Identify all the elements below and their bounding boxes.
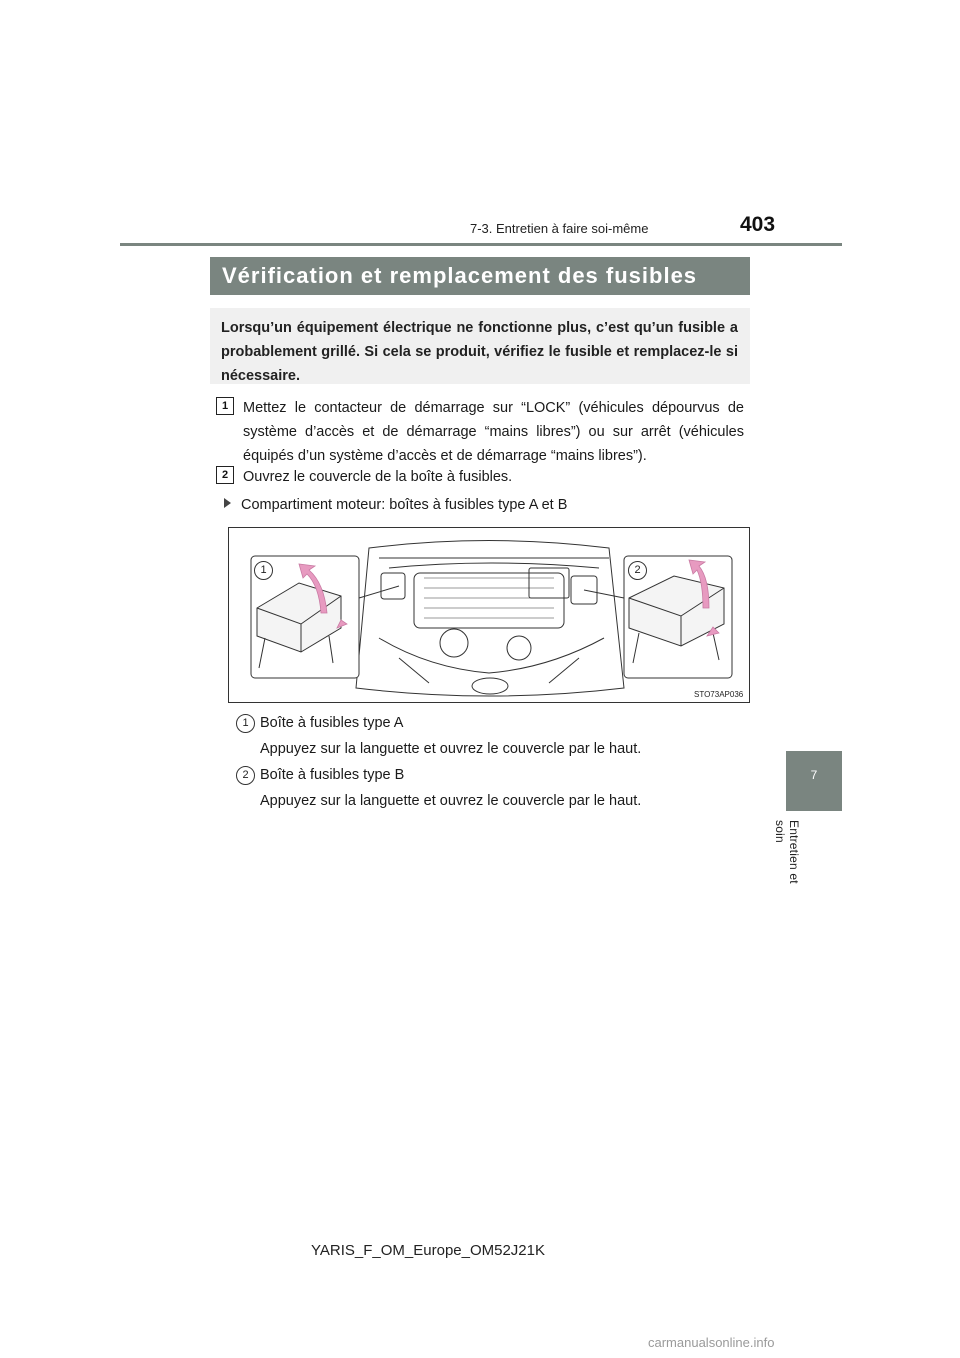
- page-title: Vérification et remplacement des fusibles: [210, 257, 750, 295]
- chapter-number: 7: [810, 768, 818, 782]
- step-number-2: 2: [216, 466, 234, 484]
- legend-title-2: Boîte à fusibles type B: [260, 767, 405, 783]
- legend-desc-2: Appuyez sur la languette et ouvrez le couvercle par le haut.: [260, 793, 642, 809]
- engine-compartment-illustration: [229, 528, 750, 703]
- engine-fuse-box-figure: [228, 527, 750, 703]
- figure-callout-2: 2: [628, 561, 647, 580]
- intro-box: Lorsqu’un équipement électrique ne fonctionne plus, c’est qu’un fusible a probablement grillé. Si cela se produit, vérifiez le fusible et remplacez-le si nécessaire.: [210, 308, 750, 384]
- page-number: 403: [740, 213, 776, 236]
- watermark-link[interactable]: carmanualsonline.info: [648, 1335, 775, 1350]
- legend-callout-2: 2: [236, 766, 255, 785]
- sub-bullet-text: Compartiment moteur: boîtes à fusibles type A et B: [241, 497, 568, 513]
- document-footer: YARIS_F_OM_Europe_OM52J21K: [311, 1242, 546, 1259]
- step-text-1: Mettez le contacteur de démarrage sur “LOCK” (véhicules dépourvus de système d’accès et de démarrage “mains libres”) ou sur arrêt (véhicules équipés d’un système d’accès et de démarrage “mains libres”).: [243, 400, 744, 464]
- sub-bullet: [224, 497, 567, 513]
- chapter-label: Entretien et soin: [773, 820, 801, 884]
- figure-callout-1: 1: [254, 561, 273, 580]
- legend-title-1: Boîte à fusibles type A: [260, 715, 404, 731]
- section-header: 7-3. Entretien à faire soi-même: [470, 221, 649, 236]
- figure-code: STO73AP036: [694, 690, 744, 699]
- step-text-2: Ouvrez le couvercle de la boîte à fusibles.: [243, 469, 513, 485]
- legend-desc-1: Appuyez sur la languette et ouvrez le couvercle par le haut.: [260, 741, 642, 757]
- triangle-bullet-icon: [224, 498, 231, 508]
- legend-callout-1: 1: [236, 714, 255, 733]
- header-divider: [120, 243, 842, 246]
- step-number-1: 1: [216, 397, 234, 415]
